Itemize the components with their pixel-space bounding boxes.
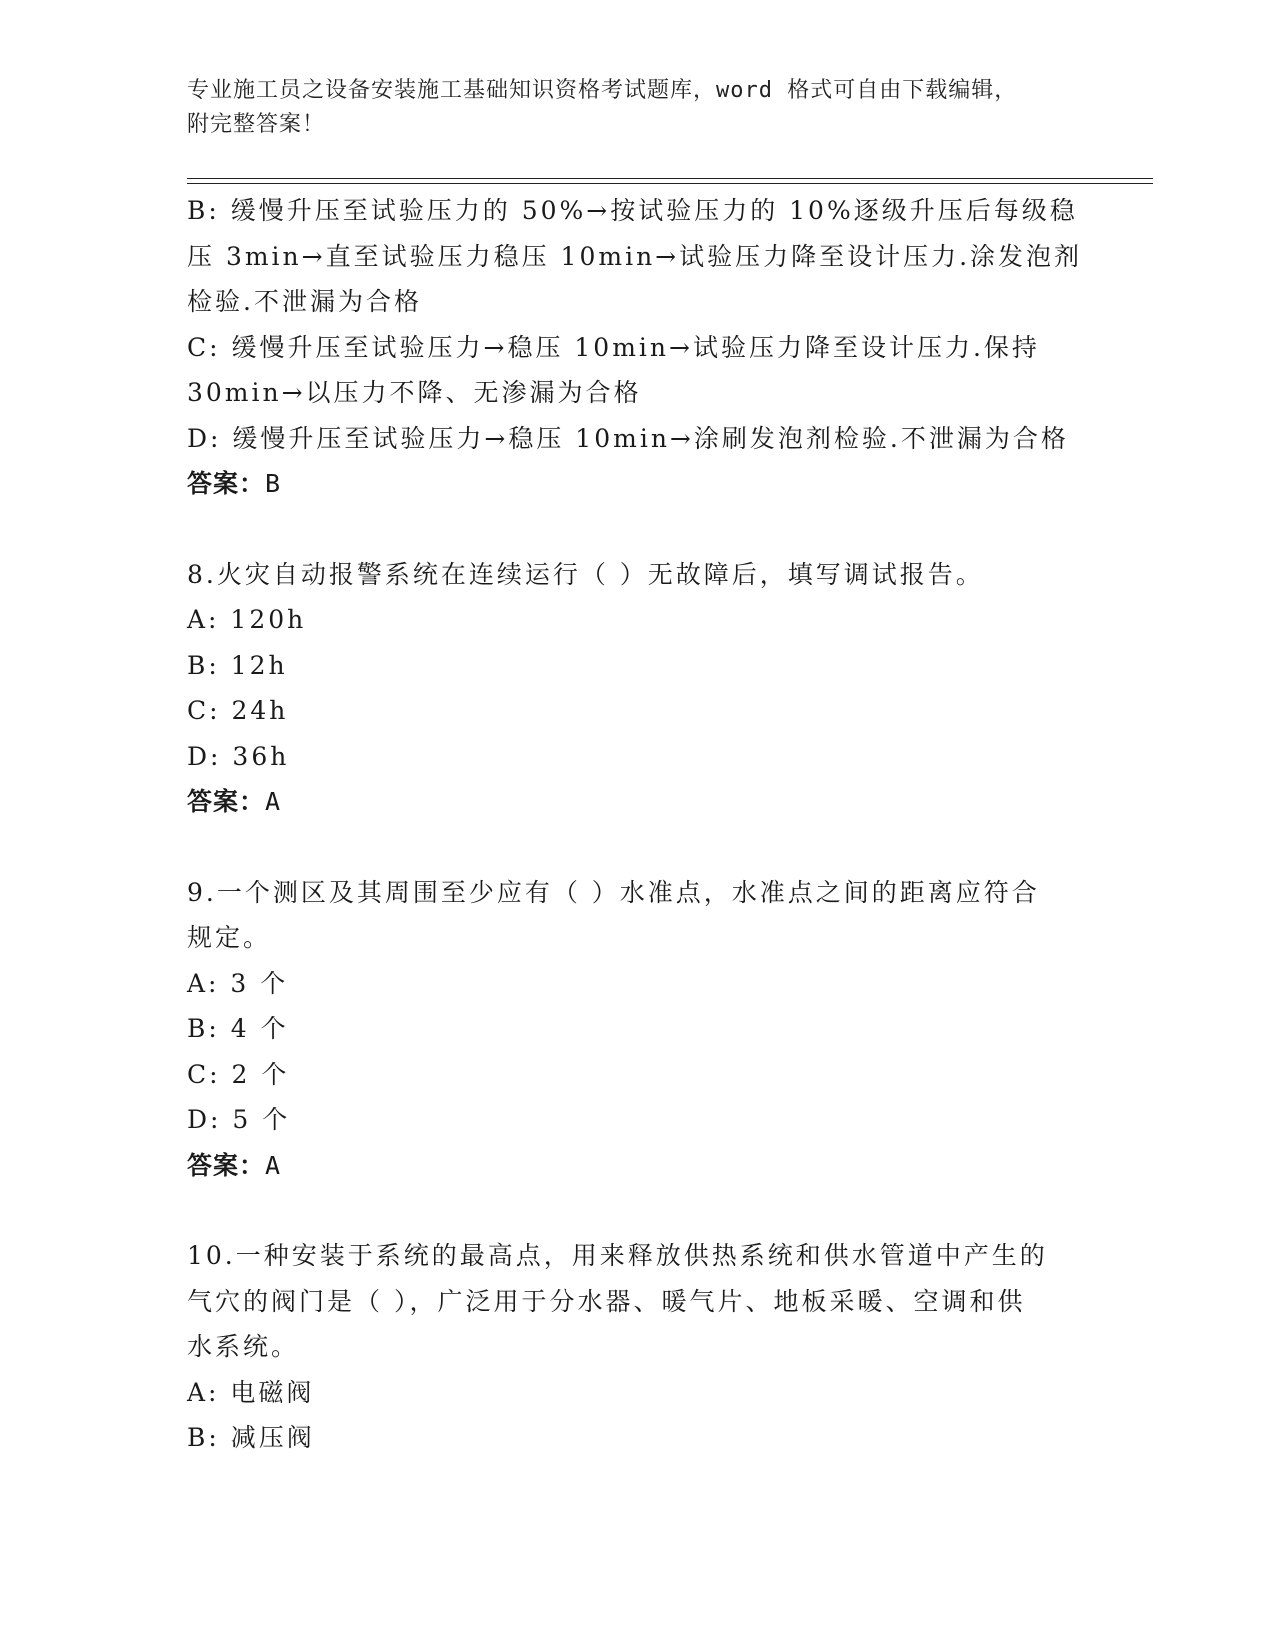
option-c: C: 2 个 [187, 1059, 290, 1089]
spacer [187, 825, 1087, 870]
answer-line [187, 461, 1087, 507]
option-a: A: 3 个 [187, 968, 289, 998]
option-d-line-1: D: 缓慢升压至试验压力→稳压 10min→涂刷发泡剂检验.不泄漏为合格 [187, 423, 1069, 453]
option-b-line-1: B: 缓慢升压至试验压力的 50%→按试验压力的 10%逐级升压后每级稳 [187, 196, 1078, 225]
header-line-1: 专业施工员之设备安装施工基础知识资格考试题库，word 格式可自由下载编辑， [187, 78, 1018, 103]
header-line-2: 附完整答案！ [187, 112, 326, 137]
answer-label: 答案： [187, 1150, 266, 1180]
option-a: A: 120h [187, 605, 307, 634]
option-b-line-2: 压 3min→直至试验压力稳压 10min→试验压力降至设计压力.涂发泡剂 [187, 241, 1083, 271]
question-9 [187, 870, 1087, 1189]
answer-line [187, 1143, 1087, 1189]
spacer [187, 507, 1087, 552]
option-b: B: 12h [187, 650, 288, 680]
answer-label: 答案： [187, 787, 266, 816]
question-10 [187, 1233, 1087, 1461]
answer-value: A [265, 1150, 282, 1180]
answer-line [187, 779, 1087, 825]
question-stem-line-2: 气穴的阀门是（ ），广泛用于分水器、暖气片、地板采暖、空调和供 [187, 1286, 1026, 1316]
option-a: A: 电磁阀 [187, 1377, 315, 1407]
document-header [187, 74, 1087, 142]
option-c-line-1: C: 缓慢升压至试验压力→稳压 10min→试验压力降至设计压力.保持 [187, 332, 1040, 362]
question-stem-line-1: 10.一种安装于系统的最高点，用来释放供热系统和供水管道中产生的 [187, 1241, 1048, 1270]
answer-value: B [265, 469, 282, 498]
option-d: D: 5 个 [187, 1105, 291, 1134]
question-stem-line-2: 规定。 [187, 923, 272, 952]
question-list [187, 188, 1087, 1461]
question-8 [187, 552, 1087, 825]
answer-value: A [265, 787, 282, 816]
answer-label: 答案： [187, 469, 266, 498]
question-7-continued [187, 188, 1087, 507]
option-b: B: 4 个 [187, 1014, 289, 1043]
option-d: D: 36h [187, 741, 290, 771]
header-divider-bottom [187, 183, 1153, 184]
header-divider-top [187, 178, 1153, 179]
option-c: C: 24h [187, 696, 289, 725]
question-stem-line-3: 水系统。 [187, 1332, 300, 1361]
question-stem: 8.火灾自动报警系统在连续运行（ ）无故障后，填写调试报告。 [187, 559, 984, 589]
option-b-line-3: 检验.不泄漏为合格 [187, 287, 422, 316]
option-b: B: 减压阀 [187, 1423, 315, 1452]
option-c-line-2: 30min→以压力不降、无渗漏为合格 [187, 378, 642, 407]
question-stem-line-1: 9.一个测区及其周围至少应有（ ）水准点，水准点之间的距离应符合 [187, 877, 1040, 907]
spacer [187, 1188, 1087, 1233]
